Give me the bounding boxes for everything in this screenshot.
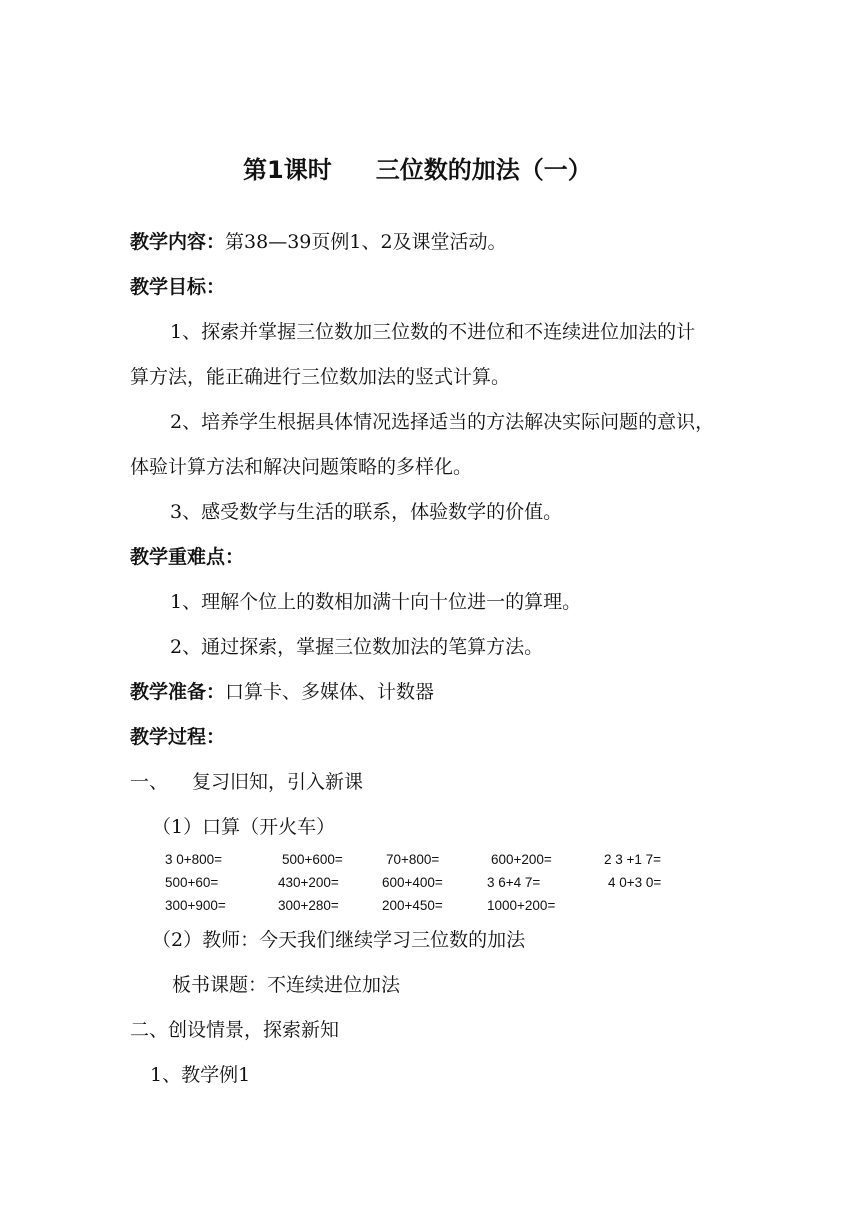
example-one-heading: 1、教学例1 xyxy=(150,1064,251,1086)
calc-item: 70+800= xyxy=(386,852,440,867)
step-teacher-intro: （2）教师：今天我们继续学习三位数的加法 xyxy=(152,929,526,951)
teaching-process-heading: 教学过程： xyxy=(130,726,226,748)
calc-item: 4 0+3 0= xyxy=(608,875,662,890)
goal-line: 1、探索并掌握三位数加三位数的不进位和不连续进位加法的计 xyxy=(170,321,696,343)
teaching-content xyxy=(130,230,507,254)
calc-item: 500+600= xyxy=(282,852,343,867)
calc-item: 600+400= xyxy=(382,875,443,890)
teaching-prep-label: 教学准备： xyxy=(130,681,226,703)
step-oral-calc: （1）口算（开火车） xyxy=(152,816,336,838)
calc-item: 600+200= xyxy=(491,852,552,867)
teaching-goals-heading: 教学目标： xyxy=(130,276,226,298)
key-point-line: 2、通过探索，掌握三位数加法的笔算方法。 xyxy=(170,636,544,658)
section-one-title: 复习旧知，引入新课 xyxy=(192,771,364,793)
calc-item: 500+60= xyxy=(165,875,219,890)
calc-item: 3 0+800= xyxy=(165,852,223,867)
goal-line: 算方法，能正确进行三位数加法的竖式计算。 xyxy=(130,366,511,388)
teaching-content-label: 教学内容： xyxy=(130,231,226,253)
calc-item: 430+200= xyxy=(278,875,339,890)
section-one-heading xyxy=(130,770,363,794)
lesson-title xyxy=(243,158,592,182)
section-one-number: 一、 xyxy=(130,771,169,793)
calc-item: 1000+200= xyxy=(487,898,556,913)
key-point-line: 1、理解个位上的数相加满十向十位进一的算理。 xyxy=(170,591,582,613)
goal-line: 体验计算方法和解决问题策略的多样化。 xyxy=(130,456,473,478)
lesson-topic: 三位数的加法（一） xyxy=(375,156,592,184)
goal-line: 2、培养学生根据具体情况选择适当的方法解决实际问题的意识， xyxy=(170,411,715,433)
calc-item: 200+450= xyxy=(382,898,443,913)
calc-item: 300+900= xyxy=(165,898,226,913)
calc-item: 300+280= xyxy=(278,898,339,913)
section-two-heading: 二、创设情景，探索新知 xyxy=(130,1019,340,1041)
calc-item: 2 3 +1 7= xyxy=(604,852,662,867)
teaching-content-text: 第38—39页例1、2及课堂活动。 xyxy=(225,231,507,253)
teaching-prep-text: 口算卡、多媒体、计数器 xyxy=(225,681,435,703)
goal-line: 3、感受数学与生活的联系，体验数学的价值。 xyxy=(170,501,563,523)
board-title: 板书课题：不连续进位加法 xyxy=(172,974,401,996)
teaching-prep xyxy=(130,680,434,704)
key-points-heading: 教学重难点： xyxy=(130,546,245,568)
lesson-number: 第1课时 xyxy=(243,156,332,184)
calc-item: 3 6+4 7= xyxy=(487,875,541,890)
